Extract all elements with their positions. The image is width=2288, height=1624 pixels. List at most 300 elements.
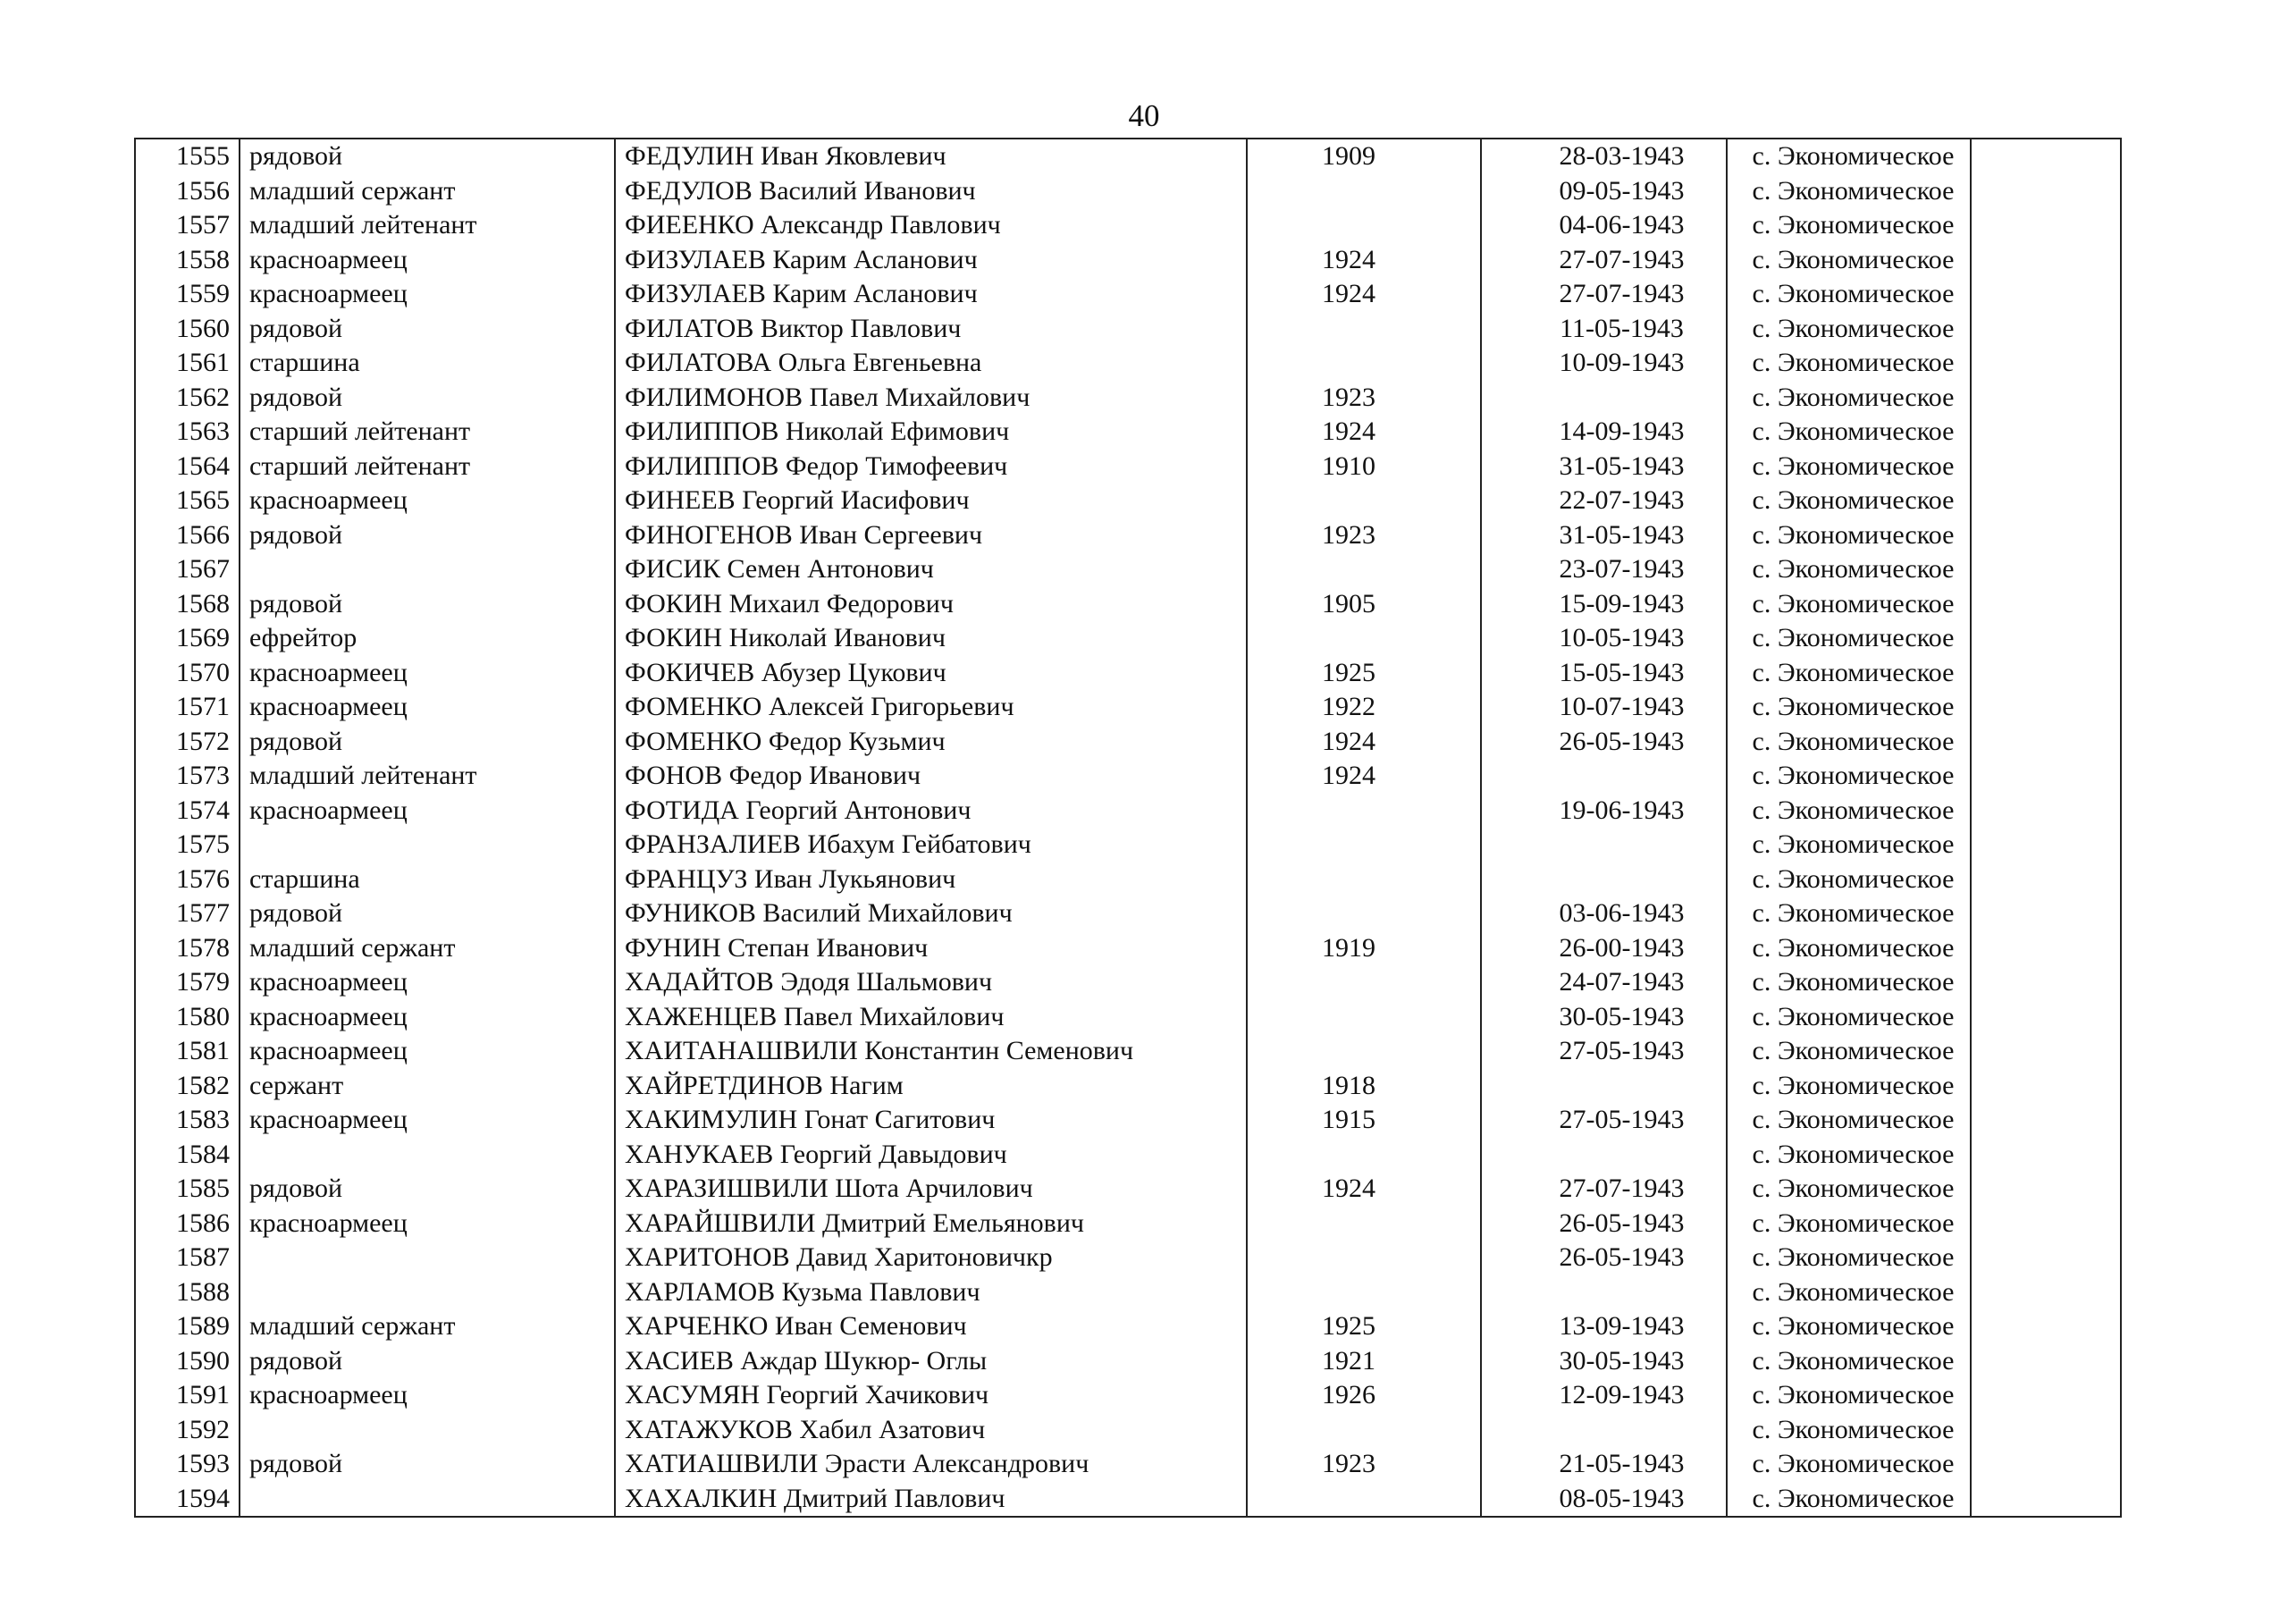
record-number-cell [135,965,240,1000]
table-row [135,1207,2121,1241]
record-rank-cell [240,965,615,1000]
record-date: 26-05-1943 [1559,1207,1685,1238]
record-date: 30-05-1943 [1559,1001,1685,1031]
record-number: 1588 [176,1276,230,1307]
table-row [135,656,2121,691]
record-note-cell [1971,381,2121,416]
record-number: 1573 [176,761,230,790]
record-rank: рядовой [249,519,343,550]
record-note-cell [1971,896,2121,931]
record-number-cell [135,931,240,966]
record-date-cell [1481,1378,1727,1413]
record-birth-year-cell [1247,1309,1481,1344]
record-name: ФОТИДА Георгий Антонович [625,795,972,825]
record-note-cell [1971,759,2121,794]
record-date-cell [1481,174,1727,209]
record-name: ФОНОВ Федор Иванович [625,761,921,790]
record-name: ФОМЕНКО Алексей Григорьевич [625,692,1014,721]
table-row [135,621,2121,656]
record-birth-year: 1918 [1322,1070,1375,1100]
record-note-cell [1971,1275,2121,1310]
table-row [135,1378,2121,1413]
record-rank-cell [240,1034,615,1069]
record-number: 1582 [176,1070,230,1100]
record-birth-year-cell [1247,552,1481,587]
record-birth-year-cell [1247,518,1481,553]
record-name-cell [615,931,1247,966]
record-number-cell [135,1172,240,1207]
record-number-cell [135,484,240,518]
record-name-cell [615,1378,1247,1413]
record-place: с. Экономическое [1752,210,1955,240]
record-birth-year-cell [1247,243,1481,278]
record-name-cell [615,346,1247,381]
record-name: ФОКИН Михаил Федорович [625,588,954,618]
record-date-cell [1481,1000,1727,1035]
record-number-cell [135,621,240,656]
record-rank-cell [240,277,615,312]
record-name-cell [615,1138,1247,1173]
record-number-cell [135,794,240,829]
record-place: с. Экономическое [1752,485,1955,515]
record-birth-year-cell [1247,346,1481,381]
record-number: 1563 [176,417,230,446]
table-row [135,1241,2121,1275]
record-birth-year-cell [1247,312,1481,347]
record-number: 1587 [176,1242,230,1272]
record-rank: рядовой [249,898,343,928]
record-number: 1556 [176,175,230,206]
record-date-cell [1481,1413,1727,1448]
record-number-cell [135,1241,240,1275]
record-place: с. Экономическое [1752,141,1955,171]
record-birth-year: 1910 [1322,450,1375,481]
record-name: ХАРЧЕНКО Иван Семенович [625,1311,967,1341]
record-place-cell [1727,1034,1971,1069]
record-place-cell [1727,1138,1971,1173]
record-date: 27-07-1943 [1559,279,1685,308]
record-date: 26-00-1943 [1559,932,1685,963]
record-place: с. Экономическое [1752,761,1955,790]
record-name-cell [615,174,1247,209]
record-place: с. Экономическое [1752,898,1955,928]
record-number: 1576 [176,863,230,894]
record-rank: младший лейтенант [249,210,477,240]
record-rank-cell [240,896,615,931]
record-place-cell [1727,587,1971,622]
record-rank-cell [240,1241,615,1275]
table-row [135,1309,2121,1344]
table-row [135,690,2121,725]
record-place-cell [1727,243,1971,278]
record-birth-year-cell [1247,139,1481,174]
record-number: 1568 [176,588,230,618]
record-rank: красноармеец [249,657,408,687]
record-number: 1578 [176,932,230,963]
record-place-cell [1727,174,1971,209]
table-row [135,794,2121,829]
table-row [135,381,2121,416]
record-number-cell [135,1344,240,1379]
record-note-cell [1971,243,2121,278]
record-number-cell [135,1275,240,1310]
table-row [135,1447,2121,1482]
record-rank: красноармеец [249,1036,408,1065]
record-number-cell [135,725,240,760]
record-number: 1569 [176,623,230,652]
record-name-cell [615,1069,1247,1104]
record-note-cell [1971,587,2121,622]
record-note-cell [1971,1172,2121,1207]
record-name: ХАХАЛКИН Дмитрий Павлович [625,1483,1005,1513]
record-date-cell [1481,828,1727,862]
record-place: с. Экономическое [1752,450,1955,481]
record-note-cell [1971,450,2121,484]
table-row [135,1172,2121,1207]
record-number-cell [135,277,240,312]
record-rank-cell [240,208,615,243]
record-place: с. Экономическое [1752,967,1955,997]
record-rank-cell [240,312,615,347]
record-birth-year-cell [1247,1138,1481,1173]
record-rank-cell [240,931,615,966]
record-birth-year-cell [1247,1241,1481,1275]
record-number-cell [135,1413,240,1448]
record-place-cell [1727,518,1971,553]
record-number-cell [135,759,240,794]
record-birth-year-cell [1247,1275,1481,1310]
record-number: 1580 [176,1001,230,1031]
record-name: ФИЛАТОВ Виктор Павлович [625,313,962,343]
record-place: с. Экономическое [1752,1001,1955,1031]
record-number: 1589 [176,1311,230,1341]
record-name: ФИЗУЛАЕВ Карим Асланович [625,244,978,274]
record-birth-year-cell [1247,896,1481,931]
record-rank: ефрейтор [249,623,358,652]
record-place: с. Экономическое [1752,588,1955,618]
record-number: 1585 [176,1174,230,1203]
record-rank: красноармеец [249,692,408,721]
record-date: 14-09-1943 [1559,417,1685,446]
record-number: 1593 [176,1449,230,1478]
record-rank: младший сержант [249,1311,456,1341]
record-place-cell [1727,139,1971,174]
record-birth-year-cell [1247,1413,1481,1448]
record-place-cell [1727,794,1971,829]
record-rank: младший сержант [249,175,456,206]
record-number: 1590 [176,1345,230,1376]
record-date-cell [1481,794,1727,829]
record-rank: красноармеец [249,279,408,308]
record-date-cell [1481,931,1727,966]
record-birth-year-cell [1247,931,1481,966]
record-birth-year: 1923 [1322,382,1375,412]
record-name-cell [615,1482,1247,1518]
record-place: с. Экономическое [1752,417,1955,446]
record-number: 1572 [176,726,230,756]
record-date: 24-07-1943 [1559,967,1685,997]
record-birth-year: 1924 [1322,1174,1375,1203]
record-date-cell [1481,965,1727,1000]
record-number-cell [135,346,240,381]
record-note-cell [1971,621,2121,656]
record-rank: рядовой [249,588,343,618]
record-name: ХАДАЙТОВ Эдодя Шальмович [625,967,993,997]
record-number-cell [135,518,240,553]
record-note-cell [1971,415,2121,450]
record-note-cell [1971,656,2121,691]
record-number: 1575 [176,829,230,859]
record-note-cell [1971,277,2121,312]
table-row [135,1482,2121,1518]
record-birth-year: 1921 [1322,1345,1375,1376]
record-date-cell [1481,346,1727,381]
record-name-cell [615,1172,1247,1207]
record-place: с. Экономическое [1752,554,1955,584]
record-date: 27-07-1943 [1559,1174,1685,1203]
record-number-cell [135,828,240,862]
record-number: 1577 [176,898,230,928]
table-row [135,862,2121,897]
table-row [135,484,2121,518]
record-name: ХАКИМУЛИН Гонат Сагитович [625,1105,996,1134]
record-date: 27-05-1943 [1559,1105,1685,1134]
record-name: ФРАНЗАЛИЕВ Ибахум Гейбатович [625,829,1031,859]
record-rank-cell [240,1482,615,1518]
record-date-cell [1481,243,1727,278]
record-place-cell [1727,690,1971,725]
record-number-cell [135,312,240,347]
record-date-cell [1481,1344,1727,1379]
record-number-cell [135,1069,240,1104]
record-place-cell [1727,1241,1971,1275]
record-birth-year-cell [1247,277,1481,312]
record-place-cell [1727,759,1971,794]
record-place-cell [1727,1344,1971,1379]
table-row [135,896,2121,931]
record-rank: красноармеец [249,1105,408,1134]
record-number: 1565 [176,485,230,515]
record-name: ХАТАЖУКОВ Хабил Азатович [625,1414,986,1444]
record-place-cell [1727,621,1971,656]
record-name-cell [615,587,1247,622]
record-name: ФИНЕЕВ Георгий Иасифович [625,485,970,515]
record-birth-year-cell [1247,1034,1481,1069]
record-rank: рядовой [249,141,343,171]
record-date-cell [1481,587,1727,622]
record-birth-year-cell [1247,484,1481,518]
record-date: 28-03-1943 [1559,141,1685,171]
record-birth-year-cell [1247,381,1481,416]
record-note-cell [1971,725,2121,760]
record-place: с. Экономическое [1752,1174,1955,1203]
record-number-cell [135,1000,240,1035]
record-number: 1581 [176,1036,230,1065]
record-name-cell [615,862,1247,897]
record-birth-year-cell [1247,1378,1481,1413]
record-rank-cell [240,243,615,278]
record-place: с. Экономическое [1752,623,1955,652]
record-birth-year: 1923 [1322,1449,1375,1478]
record-note-cell [1971,312,2121,347]
record-date: 31-05-1943 [1559,450,1685,481]
record-name-cell [615,965,1247,1000]
record-birth-year-cell [1247,862,1481,897]
record-date-cell [1481,415,1727,450]
table-row [135,450,2121,484]
record-date-cell [1481,621,1727,656]
record-place-cell [1727,484,1971,518]
record-rank: рядовой [249,1345,343,1376]
record-name-cell [615,139,1247,174]
record-place: с. Экономическое [1752,1207,1955,1238]
record-place: с. Экономическое [1752,1449,1955,1478]
record-name: ФРАНЦУЗ Иван Лукьянович [625,863,956,894]
record-rank: старшина [249,863,360,894]
record-note-cell [1971,139,2121,174]
record-name: ХАИТАНАШВИЛИ Константин Семенович [625,1036,1134,1065]
table-row [135,1275,2121,1310]
record-birth-year-cell [1247,1069,1481,1104]
record-place-cell [1727,862,1971,897]
table-row [135,312,2121,347]
record-number: 1591 [176,1380,230,1409]
record-place: с. Экономическое [1752,1276,1955,1307]
record-name-cell [615,208,1247,243]
record-name-cell [615,552,1247,587]
record-birth-year-cell [1247,1344,1481,1379]
record-place-cell [1727,1275,1971,1310]
record-date: 26-05-1943 [1559,1242,1685,1272]
record-rank-cell [240,450,615,484]
record-date: 30-05-1943 [1559,1345,1685,1376]
record-name: ФОМЕНКО Федор Кузьмич [625,726,946,756]
record-number: 1571 [176,692,230,721]
record-date: 03-06-1943 [1559,898,1685,928]
record-place-cell [1727,208,1971,243]
record-place: с. Экономическое [1752,348,1955,377]
record-date-cell [1481,1138,1727,1173]
record-birth-year-cell [1247,1207,1481,1241]
record-number-cell [135,1207,240,1241]
record-name-cell [615,1000,1247,1035]
record-number-cell [135,656,240,691]
record-note-cell [1971,1447,2121,1482]
table-row [135,346,2121,381]
record-birth-year: 1915 [1322,1105,1375,1134]
record-name-cell [615,312,1247,347]
record-number: 1584 [176,1139,230,1169]
record-rank-cell [240,587,615,622]
record-number-cell [135,1138,240,1173]
record-date-cell [1481,725,1727,760]
record-rank-cell [240,1275,615,1310]
record-name: ФИНОГЕНОВ Иван Сергеевич [625,519,983,550]
record-rank-cell [240,828,615,862]
record-date: 21-05-1943 [1559,1449,1685,1478]
record-note-cell [1971,1138,2121,1173]
record-number: 1558 [176,244,230,274]
record-name-cell [615,1103,1247,1138]
record-note-cell [1971,1309,2121,1344]
record-rank-cell [240,346,615,381]
record-name: ФИЛАТОВА Ольга Евгеньевна [625,348,982,377]
table-row [135,1000,2121,1035]
record-number-cell [135,139,240,174]
record-number-cell [135,1447,240,1482]
record-place: с. Экономическое [1752,829,1955,859]
record-name: ХАСИЕВ Аждар Шукюр- Оглы [625,1345,988,1376]
record-number: 1579 [176,967,230,997]
record-name-cell [615,518,1247,553]
record-number-cell [135,1034,240,1069]
record-name-cell [615,1034,1247,1069]
table-row [135,1034,2121,1069]
record-name-cell [615,896,1247,931]
record-birth-year: 1926 [1322,1380,1375,1409]
record-name: ХАРАЙШВИЛИ Дмитрий Емельянович [625,1207,1084,1238]
record-rank: красноармеец [249,1207,408,1238]
record-name-cell [615,1241,1247,1275]
record-name: ХАРАЗИШВИЛИ Шота Арчилович [625,1174,1033,1203]
record-place-cell [1727,828,1971,862]
record-date-cell [1481,552,1727,587]
record-note-cell [1971,484,2121,518]
record-name-cell [615,621,1247,656]
record-date: 10-05-1943 [1559,623,1685,652]
record-birth-year-cell [1247,1000,1481,1035]
record-place-cell [1727,725,1971,760]
record-number: 1566 [176,519,230,550]
table-row [135,518,2121,553]
record-birth-year-cell [1247,1447,1481,1482]
record-birth-year-cell [1247,1172,1481,1207]
record-rank-cell [240,1069,615,1104]
record-rank-cell [240,1413,615,1448]
record-birth-year-cell [1247,656,1481,691]
record-place-cell [1727,1000,1971,1035]
record-birth-year-cell [1247,621,1481,656]
record-date-cell [1481,1309,1727,1344]
record-note-cell [1971,1034,2121,1069]
record-birth-year: 1905 [1322,588,1375,618]
record-rank: старшина [249,348,360,377]
record-number: 1594 [176,1483,230,1513]
record-rank: рядовой [249,1174,343,1203]
record-rank-cell [240,690,615,725]
record-note-cell [1971,1207,2121,1241]
record-rank-cell [240,1378,615,1413]
record-number-cell [135,381,240,416]
record-rank-cell [240,1309,615,1344]
record-name: ХАРЛАМОВ Кузьма Павлович [625,1276,980,1307]
record-note-cell [1971,1378,2121,1413]
record-place: с. Экономическое [1752,1139,1955,1169]
record-date: 27-05-1943 [1559,1036,1685,1065]
record-place-cell [1727,277,1971,312]
record-number-cell [135,1482,240,1518]
record-note-cell [1971,346,2121,381]
record-date: 13-09-1943 [1559,1311,1685,1341]
record-name: ФЕДУЛИН Иван Яковлевич [625,141,946,171]
record-rank: рядовой [249,313,343,343]
table-row [135,174,2121,209]
page-number: 40 [1128,98,1160,133]
table-row [135,415,2121,450]
record-rank-cell [240,1447,615,1482]
record-birth-year-cell [1247,965,1481,1000]
record-place: с. Экономическое [1752,795,1955,825]
